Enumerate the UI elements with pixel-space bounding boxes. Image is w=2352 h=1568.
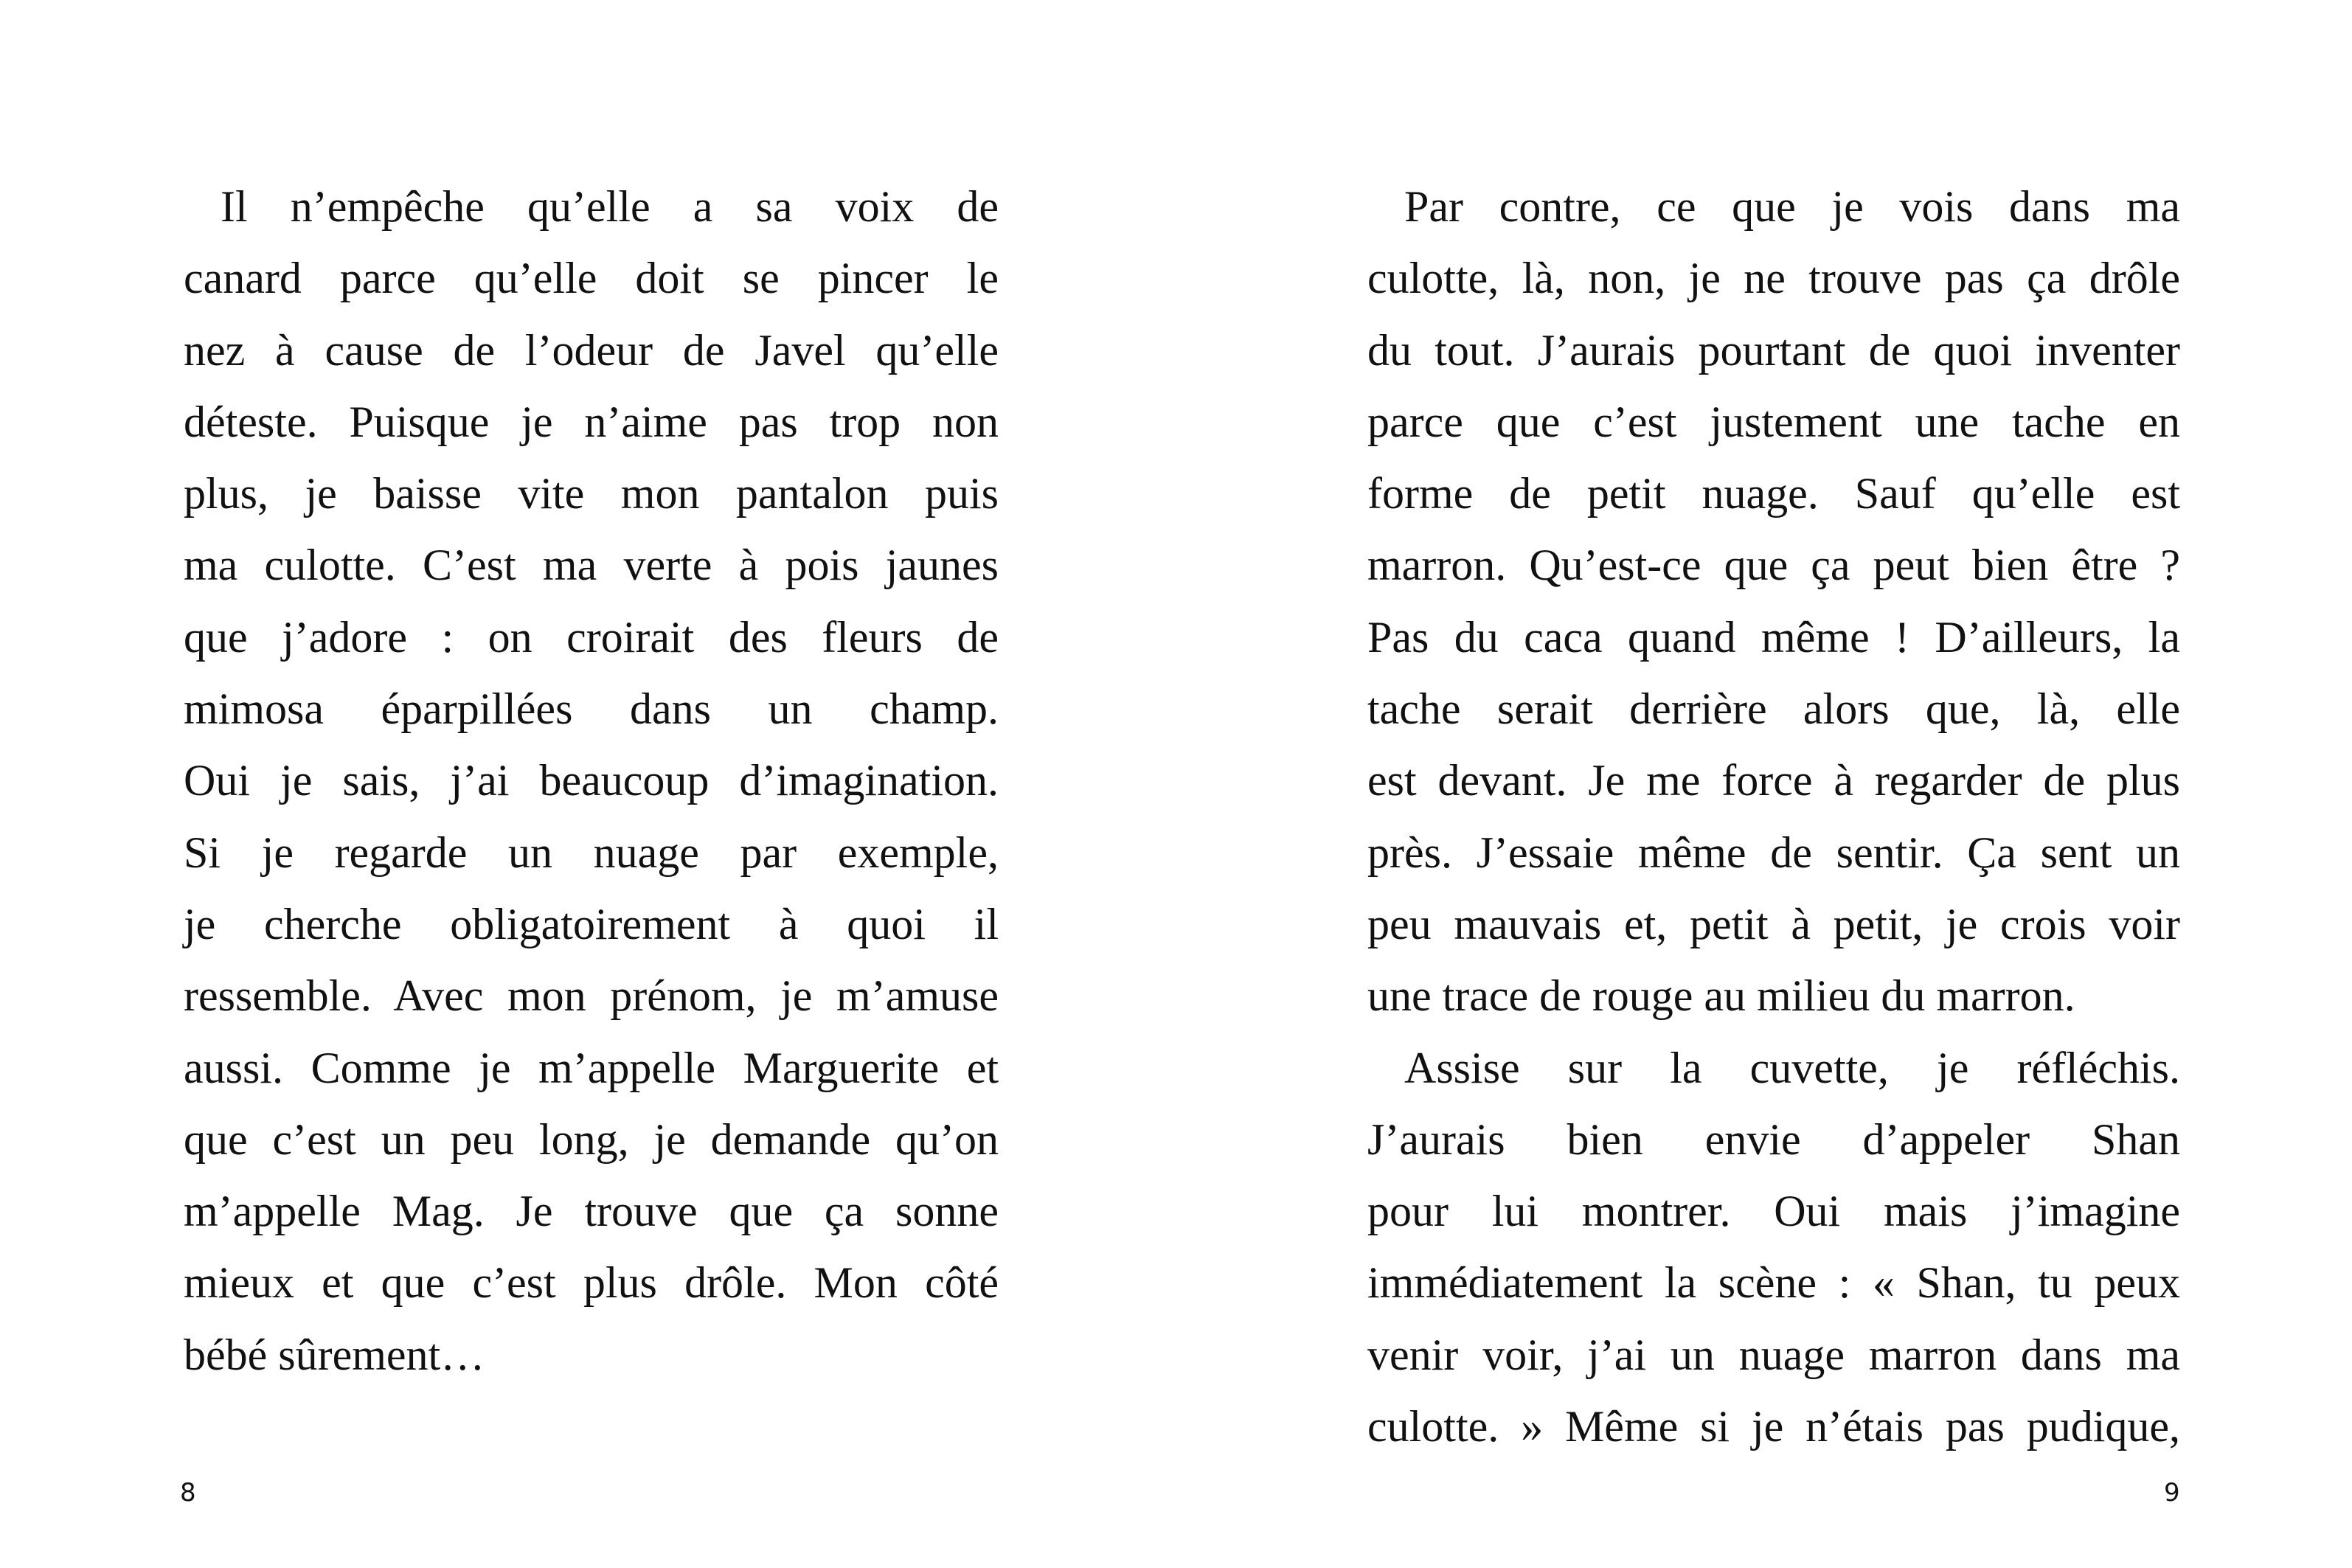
text-line: m’appelle Mag. Je trouve que ça sonne: [184, 1187, 999, 1236]
text-line: marron. Qu’est-ce que ça peut bien être ?: [1367, 541, 2180, 590]
text-line: déteste. Puisque je n’aime pas trop non: [184, 397, 999, 446]
page-number: 8: [180, 1478, 196, 1508]
text-line: parce que c’est justement une tache en: [1367, 397, 2180, 446]
text-line: canard parce qu’elle doit se pincer le: [184, 254, 999, 303]
text-line: mimosa éparpillées dans un champ.: [184, 684, 999, 734]
text-line: peu mauvais et, petit à petit, je crois voir: [1367, 899, 2180, 948]
text-line: immédiatement la scène : « Shan, tu peux: [1367, 1258, 2180, 1308]
text-line: ressemble. Avec mon prénom, je m’amuse: [184, 971, 999, 1021]
text-line: bébé sûrement…: [184, 1330, 485, 1379]
text-line: Par contre, ce que je vois dans ma: [1404, 182, 2180, 231]
text-line: que j’adore : on croirait des fleurs de: [184, 612, 999, 662]
page-number: 9: [2164, 1478, 2180, 1508]
text-line: venir voir, j’ai un nuage marron dans ma: [1367, 1330, 2180, 1379]
text-line: plus, je baisse vite mon pantalon puis: [184, 469, 999, 518]
text-line: Si je regarde un nuage par exemple,: [184, 828, 999, 877]
text-column: [184, 171, 999, 1391]
text-line: mieux et que c’est plus drôle. Mon côté: [184, 1258, 999, 1308]
text-line: Pas du caca quand même ! D’ailleurs, la: [1367, 612, 2180, 662]
text-line: une trace de rouge au milieu du marron.: [1367, 971, 2075, 1021]
text-column: [1367, 171, 2180, 1463]
text-line: Il n’empêche qu’elle a sa voix de: [221, 182, 999, 231]
text-line: ma culotte. C’est ma verte à pois jaunes: [184, 541, 999, 590]
text-line: pour lui montrer. Oui mais j’imagine: [1367, 1187, 2180, 1236]
text-line: Oui je sais, j’ai beaucoup d’imagination.: [184, 756, 999, 805]
text-line: je cherche obligatoirement à quoi il: [184, 899, 999, 948]
text-line: Assise sur la cuvette, je réfléchis.: [1404, 1043, 2180, 1092]
text-line: culotte, là, non, je ne trouve pas ça drôle: [1367, 254, 2180, 303]
text-line: aussi. Comme je m’appelle Marguerite et: [184, 1043, 999, 1092]
text-line: du tout. J’aurais pourtant de quoi inventer: [1367, 325, 2180, 375]
right-page: [1176, 0, 2351, 1568]
text-line: près. J’essaie même de sentir. Ça sent un: [1367, 828, 2180, 877]
text-line: est devant. Je me force à regarder de plus: [1367, 756, 2180, 805]
text-line: tache serait derrière alors que, là, elle: [1367, 684, 2180, 734]
text-line: que c’est un peu long, je demande qu’on: [184, 1114, 999, 1164]
text-line: J’aurais bien envie d’appeler Shan: [1367, 1114, 2180, 1164]
text-line: forme de petit nuage. Sauf qu’elle est: [1367, 469, 2180, 518]
text-line: culotte. » Même si je n’étais pas pudique,: [1367, 1402, 2180, 1451]
text-line: nez à cause de l’odeur de Javel qu’elle: [184, 325, 999, 375]
